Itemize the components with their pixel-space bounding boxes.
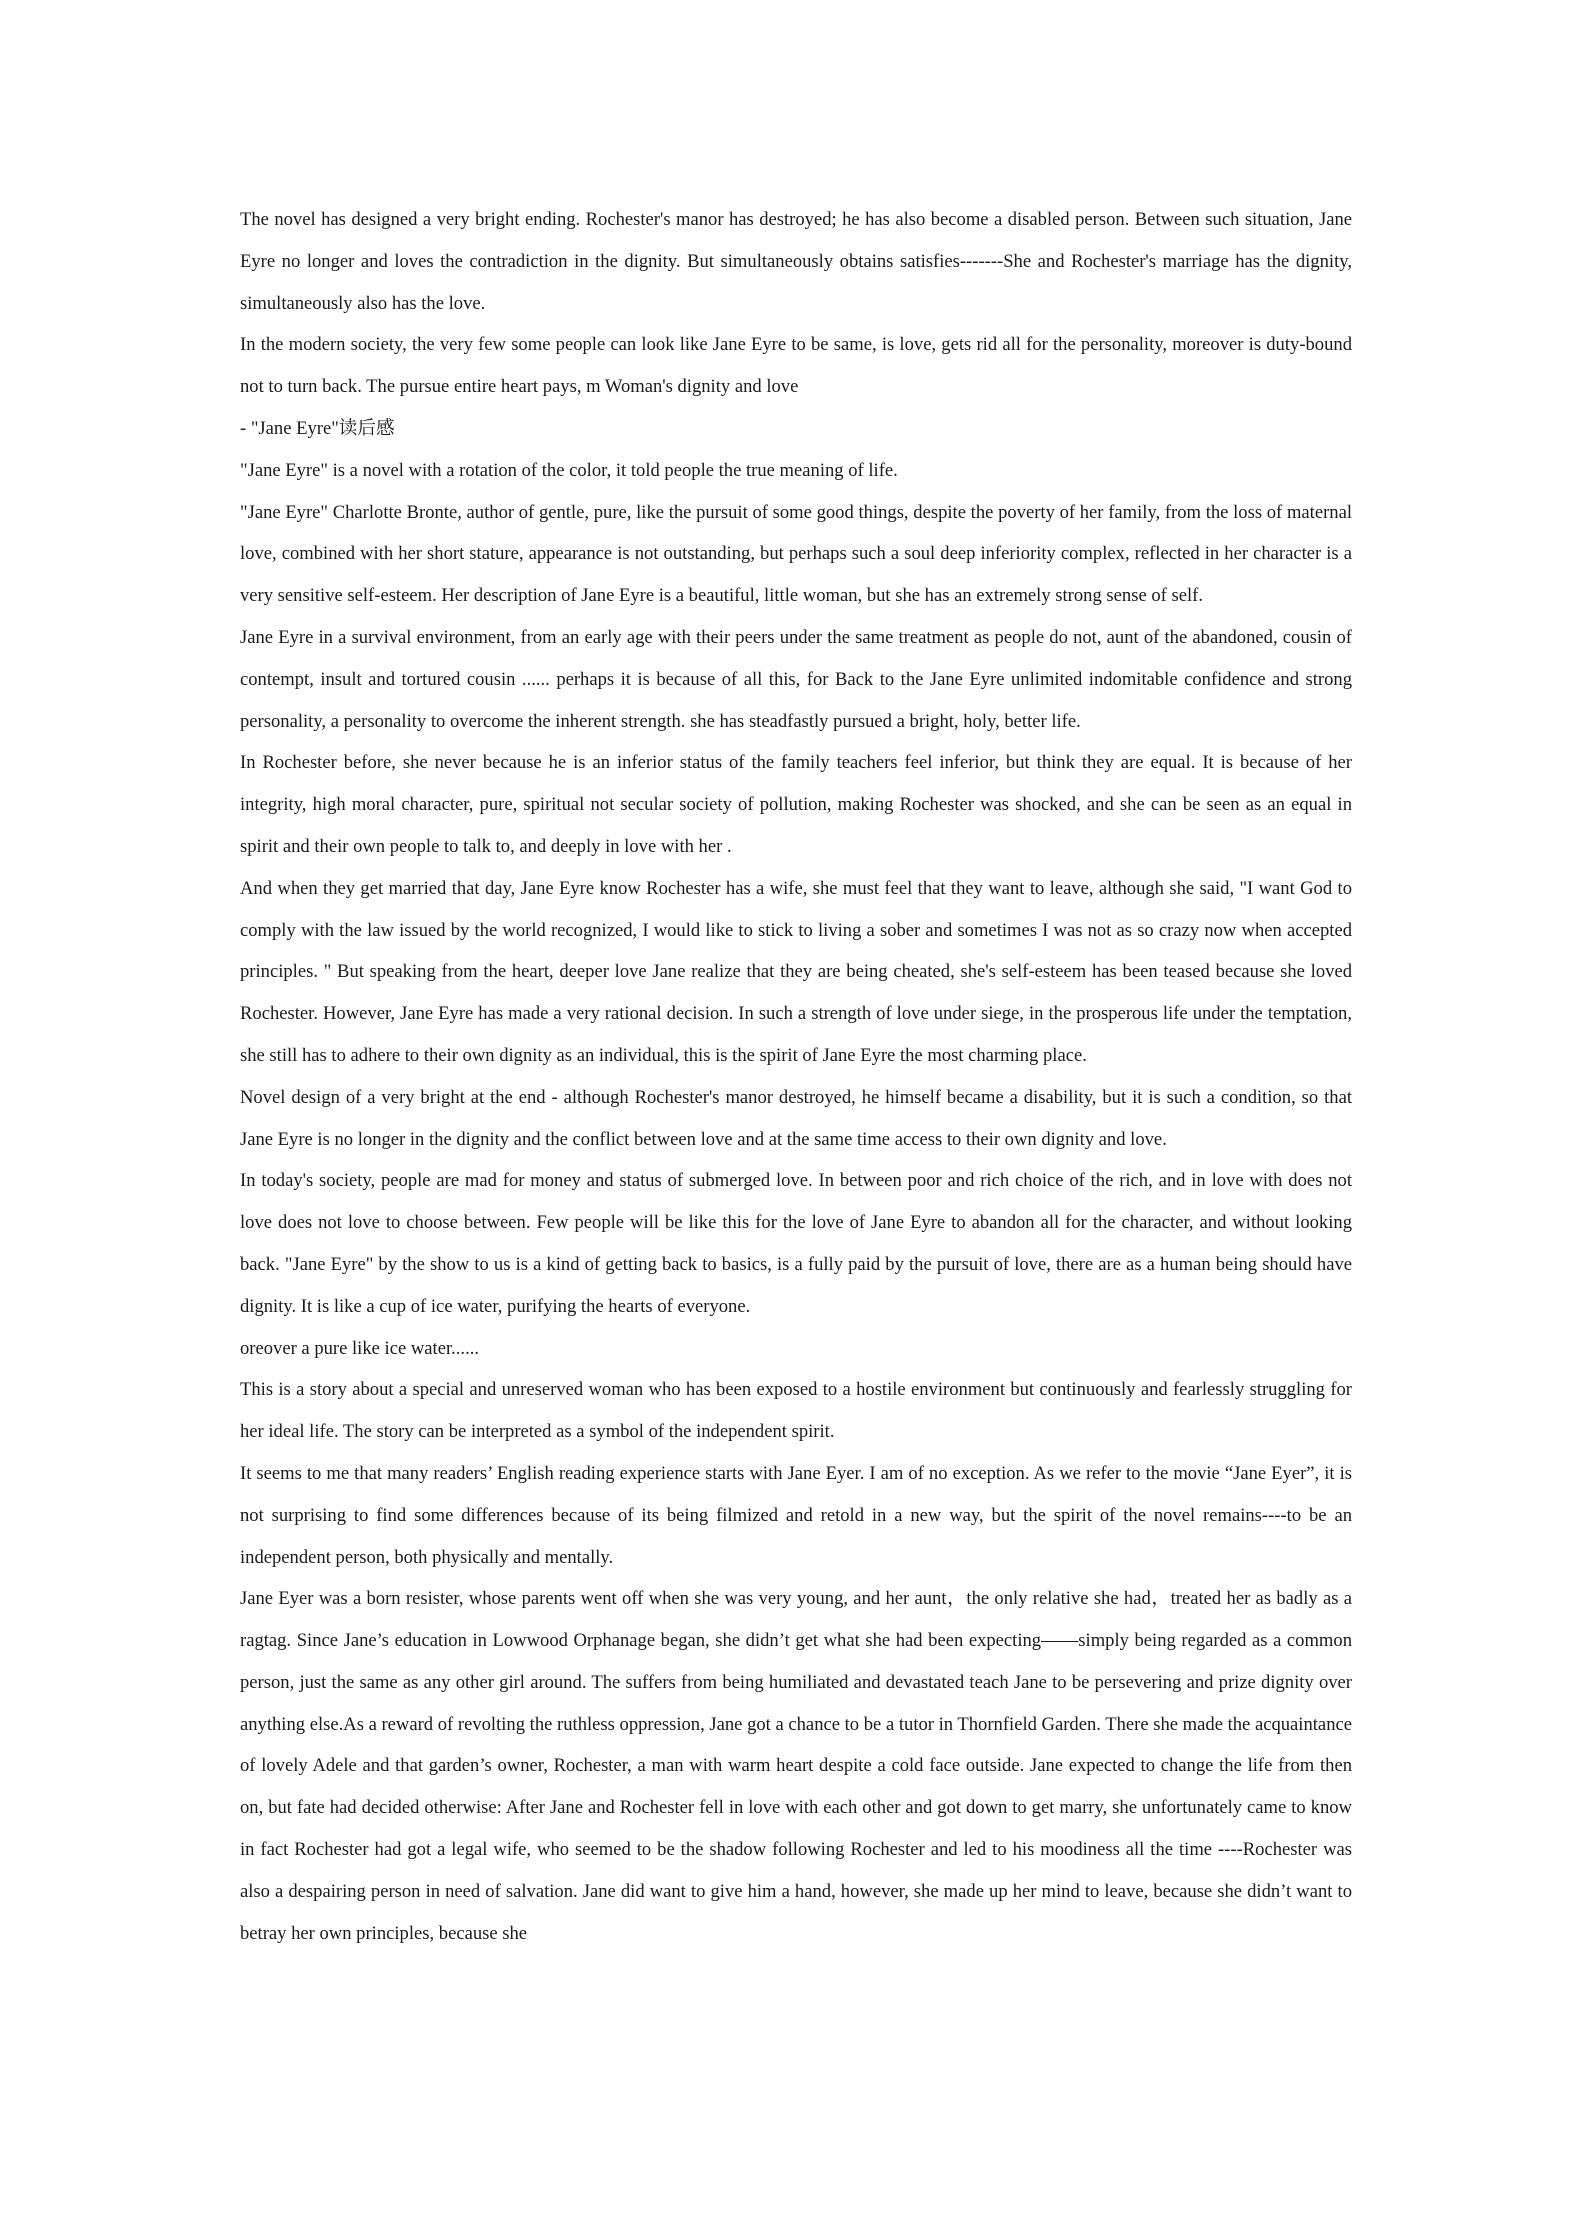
paragraph-4: "Jane Eyre" is a novel with a rotation of the color, it told people the true meaning of life.	[240, 459, 898, 481]
paragraph-14: Jane Eyer was a born resister, whose parents went off when she was very young, and her aunt，the only relative she had，treated her as badly as a ragtag. Since Jane’s education in Lowwood Orphanage began, she didn’t get what she had been expecting——simply being regarded as a common person, just the same as any other girl around. The suffers from being humiliated and devastated teach Jane to be persevering and prize dignity over anything else.As a reward of revolting the ruthless oppression, Jane got a chance to be a tutor in Thornfield Garden. There she made the acquaintance of lovely Adele and that garden’s owner, Rochester, a man with warm heart despite a cold face outside. Jane expected to change the life from then on, but fate had decided otherwise: After Jane and Rochester fell in love with each other and got down to get marry, she unfortunately came to know in fact Rochester had got a legal wife, who seemed to be the shadow following Rochester and led to his moodiness all the time ----Rochester was also a despairing person in need of salvation. Jane did want to give him a hand, however, she made up her mind to leave, because she didn’t want to betray her own principles, because she	[240, 1588, 1352, 1944]
paragraph-10: In today's society, people are mad for money and status of submerged love. In between poor and rich choice of the rich, and in love with does not love does not love to choose between. Few people will be like this for the love of Jane Eyre to abandon all for the character, and without looking back. "Jane Eyre" by the show to us is a kind of getting back to basics, is a fully paid by the pursuit of love, there are as a human being should have dignity. It is like a cup of ice water, purifying the hearts of everyone.	[240, 1170, 1352, 1317]
paragraph-13: It seems to me that many readers’ English reading experience starts with Jane Eyer. I am of no exception. As we refer to the movie “Jane Eyer”, it is not surprising to find some differences because of its being filmized and retold in a new way, but the spirit of the novel remains----to be an independent person, both physically and mentally.	[240, 1462, 1352, 1568]
paragraph-8: And when they get married that day, Jane Eyre know Rochester has a wife, she must feel that they want to leave, although she said, "I want God to comply with the law issued by the world recognized, I would like to stick to living a sober and sometimes I was not as so crazy now when accepted principles. " But speaking from the heart, deeper love Jane realize that they are being cheated, she's self-esteem has been teased because she loved Rochester. However, Jane Eyre has made a very rational decision. In such a strength of love under siege, in the prosperous life under the temptation, she still has to adhere to their own dignity as an individual, this is the spirit of Jane Eyre the most charming place.	[240, 877, 1352, 1066]
paragraph-9: Novel design of a very bright at the end - although Rochester's manor destroyed, he himself became a disability, but it is such a condition, so that Jane Eyre is no longer in the dignity and the conflict between love and at the same time access to their own dignity and love.	[240, 1086, 1352, 1150]
paragraph-5: "Jane Eyre" Charlotte Bronte, author of gentle, pure, like the pursuit of some good things, despite the poverty of her family, from the loss of maternal love, combined with her short stature, appearance is not outstanding, but perhaps such a soul deep inferiority complex, reflected in her character is a very sensitive self-esteem. Her description of Jane Eyre is a beautiful, little woman, but she has an extremely strong sense of self.	[240, 501, 1352, 607]
paragraph-1: The novel has designed a very bright ending. Rochester's manor has destroyed; he has also become a disabled person. Between such situation, Jane Eyre no longer and loves the contradiction in the dignity. But simultaneously obtains satisfies-------She and Rochester's marriage has the dignity, simultaneously also has the love.	[240, 209, 1352, 314]
paragraph-3-heading: - "Jane Eyre"读后感	[240, 417, 395, 439]
paragraph-12: This is a story about a special and unreserved woman who has been exposed to a hostile environment but continuously and fearlessly struggling for her ideal life. The story can be interpreted as a symbol of the independent spirit.	[240, 1379, 1352, 1443]
paragraph-7: In Rochester before, she never because he is an inferior status of the family teachers feel inferior, but think they are equal. It is because of her integrity, high moral character, pure, spiritual not secular society of pollution, making Rochester was shocked, and she can be seen as an equal in spirit and their own people to talk to, and deeply in love with her .	[240, 752, 1352, 857]
paragraph-11: oreover a pure like ice water......	[240, 1337, 480, 1359]
paragraph-2: In the modern society, the very few some people can look like Jane Eyre to be same, is love, gets rid all for the personality, moreover is duty-bound not to turn back. The pursue entire heart pays, m Woman's dignity and love	[240, 334, 1352, 398]
paragraph-6: Jane Eyre in a survival environment, from an early age with their peers under the same treatment as people do not, aunt of the abandoned, cousin of contempt, insult and tortured cousin ...... perhaps it is because of all this, for Back to the Jane Eyre unlimited indomitable confidence and strong personality, a personality to overcome the inherent strength. she has steadfastly pursued a bright, holy, better life.	[240, 626, 1352, 732]
document-body	[240, 199, 1352, 1954]
